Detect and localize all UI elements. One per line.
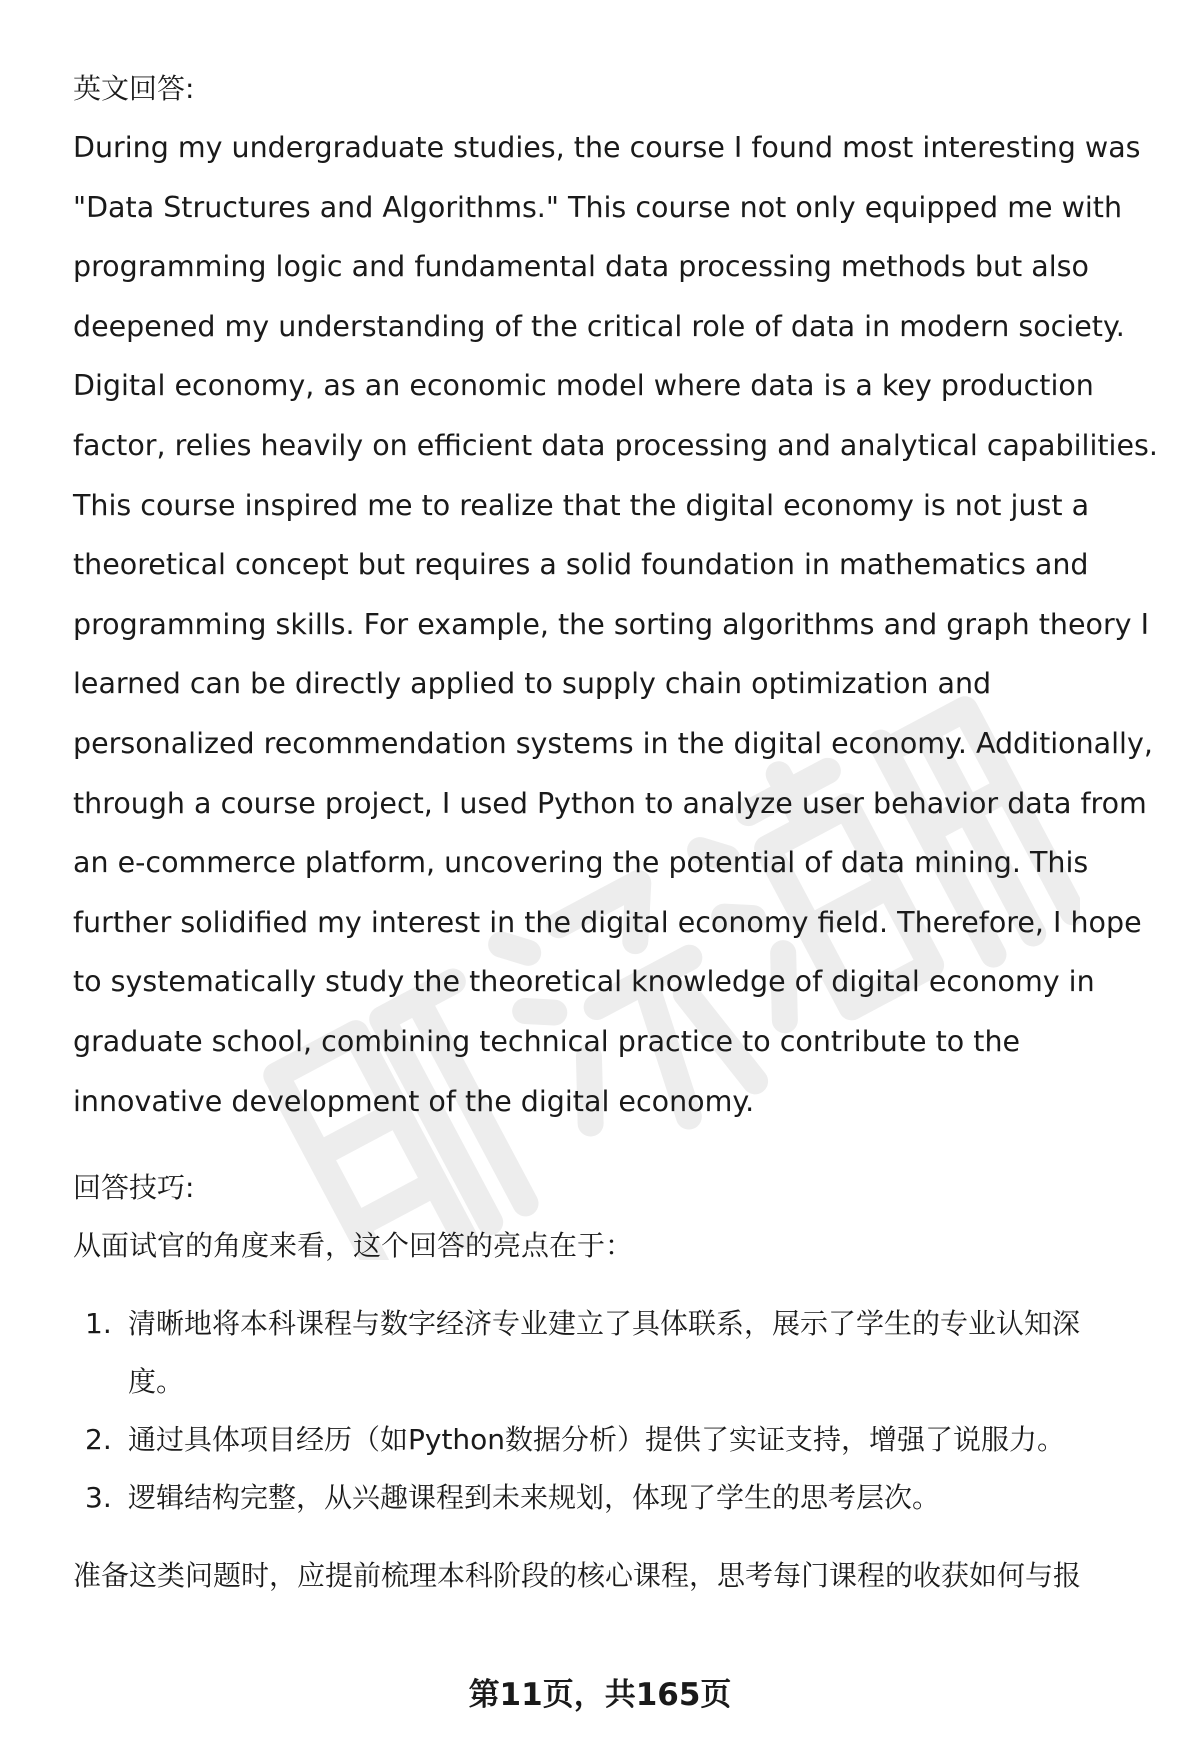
list-number: 1. xyxy=(85,1307,112,1341)
text-line: an e-commerce platform, uncovering the potential of data mining. This xyxy=(73,846,1089,880)
english-answer-paragraph xyxy=(73,118,1158,1131)
document-content xyxy=(73,60,1158,1605)
tip-text-line: 清晰地将本科课程与数字经济专业建立了具体联系，展示了学生的专业认知深 xyxy=(128,1307,1081,1341)
text-line: graduate school, combining technical practice to contribute to the xyxy=(73,1024,1021,1058)
list-item xyxy=(73,1469,1153,1527)
text-line: through a course project, I used Python to analyze user behavior data from xyxy=(73,786,1147,820)
text-line: factor, relies heavily on efficient data processing and analytical capabilities. xyxy=(73,428,1158,462)
text-line: Digital economy, as an economic model where data is a key production xyxy=(73,369,1094,403)
closing-paragraph: 准备这类问题时，应提前梳理本科阶段的核心课程，思考每门课程的收获如何与报 xyxy=(73,1559,1082,1593)
list-number: 3. xyxy=(85,1481,112,1515)
text-line: During my undergraduate studies, the course I found most interesting was xyxy=(73,131,1141,164)
list-item xyxy=(73,1295,1153,1411)
text-line: programming logic and fundamental data processing methods but also xyxy=(73,250,1089,284)
text-line: learned can be directly applied to supply chain optimization and xyxy=(73,667,992,701)
tip-text-line: 度。 xyxy=(128,1365,185,1399)
text-line: This course inspired me to realize that the digital economy is not just a xyxy=(73,488,1090,522)
english-answer-heading: 英文回答: xyxy=(73,72,195,105)
list-item xyxy=(73,1411,1153,1469)
list-number: 2. xyxy=(85,1423,112,1457)
tip-text-line: 逻辑结构完整，从兴趣课程到未来规划，体现了学生的思考层次。 xyxy=(128,1481,941,1515)
tip-text-line: 通过具体项目经历（如Python数据分析）提供了实证支持，增强了说服力。 xyxy=(128,1423,1066,1457)
text-line: "Data Structures and Algorithms." This course not only equipped me with xyxy=(73,190,1123,224)
page-footer: 第11页，共165页 xyxy=(468,1677,732,1713)
text-line: theoretical concept but requires a solid foundation in mathematics and xyxy=(73,548,1089,582)
text-line: innovative development of the digital economy. xyxy=(73,1084,755,1118)
answer-tips-heading: 回答技巧: xyxy=(73,1171,195,1205)
text-line: deepened my understanding of the critical role of data in modern society. xyxy=(73,309,1125,343)
text-line: programming skills. For example, the sorting algorithms and graph theory I xyxy=(73,607,1150,641)
tips-list xyxy=(73,1295,1153,1527)
text-line: to systematically study the theoretical knowledge of digital economy in xyxy=(73,965,1095,999)
text-line: personalized recommendation systems in the digital economy. Additionally, xyxy=(73,726,1153,760)
text-line: further solidified my interest in the digital economy field. Therefore, I hope xyxy=(73,905,1142,939)
tips-intro: 从面试官的角度来看，这个回答的亮点在于： xyxy=(73,1229,634,1263)
